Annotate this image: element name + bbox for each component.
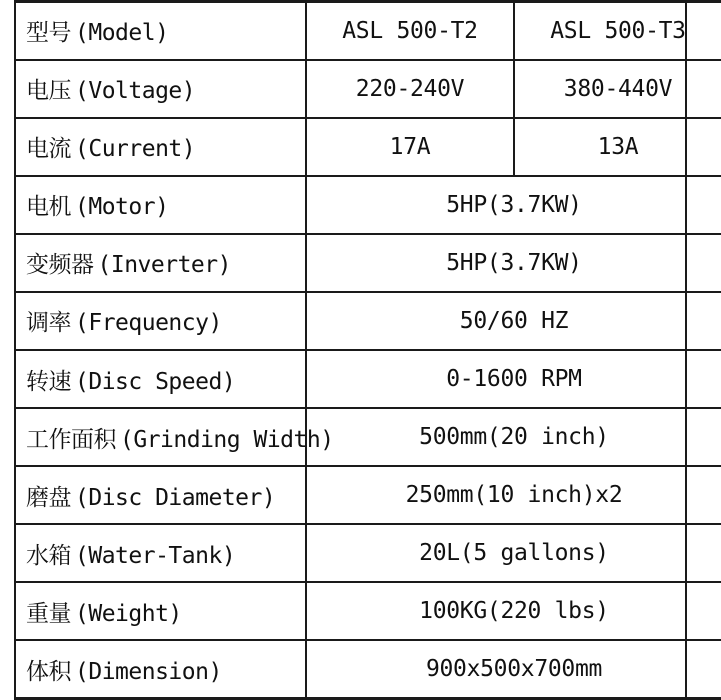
value-cell: 5HP(3.7KW) [306,176,721,234]
label-zh: 磨盘 [26,484,71,511]
table-row-frequency [16,292,721,350]
table-row-grinding-width [16,408,721,466]
table-row-water-tank [16,524,721,582]
label-zh: 电流 [26,136,71,163]
value-cell: 500mm(20 inch) [306,408,721,466]
row-label [16,466,306,524]
label-zh: 调率 [26,310,71,337]
table-row-voltage [16,60,721,118]
label-zh: 变频器 [26,252,94,279]
label-en: (Grinding Width) [120,426,334,453]
row-label [16,524,306,582]
row-label [16,292,306,350]
spec-sheet [14,0,687,700]
table-row-weight [16,582,721,640]
label-zh: 电机 [26,194,71,221]
value-cell-t2: ASL 500-T2 [306,2,514,60]
label-en: (Disc Speed) [75,368,236,395]
value-cell: 20L(5 gallons) [306,524,721,582]
table-row-current [16,118,721,176]
label-en: (Water-Tank) [75,542,236,569]
row-label [16,234,306,292]
table-row-dimension [16,640,721,698]
label-en: (Current) [75,136,196,163]
row-label [16,408,334,466]
value-cell-t3: 13A [514,118,721,176]
label-zh: 重量 [26,600,71,627]
label-en: (Motor) [75,194,169,221]
value-cell-t2: 220-240V [306,60,514,118]
label-en: (Frequency) [75,310,222,337]
label-en: (Disc Diameter) [75,484,276,511]
table-row-disc-diameter [16,466,721,524]
label-zh: 工作面积 [26,426,116,453]
label-en: (Weight) [75,600,182,627]
row-label [16,118,306,176]
row-label [16,350,306,408]
label-zh: 转速 [26,368,71,395]
label-zh: 型号 [26,20,71,47]
label-zh: 电压 [26,78,71,105]
table-row-inverter [16,234,721,292]
table-row-model [16,2,721,60]
label-zh: 水箱 [26,542,71,569]
value-cell-t3: ASL 500-T3 [514,2,721,60]
table-row-motor [16,176,721,234]
label-en: (Inverter) [97,252,231,279]
value-cell: 5HP(3.7KW) [306,234,721,292]
row-label [16,60,306,118]
value-cell: 900x500x700mm [306,640,721,698]
value-cell: 250mm(10 inch)x2 [306,466,721,524]
value-cell-t2: 17A [306,118,514,176]
value-cell: 0-1600 RPM [306,350,721,408]
row-label [16,582,306,640]
label-en: (Model) [75,20,169,47]
row-label [16,640,306,698]
label-en: (Dimension) [75,658,222,685]
spec-table [16,0,721,700]
value-cell-t3: 380-440V [514,60,721,118]
value-cell: 100KG(220 lbs) [306,582,721,640]
row-label [16,2,306,60]
label-zh: 体积 [26,658,71,685]
label-en: (Voltage) [75,78,196,105]
table-row-disc-speed [16,350,721,408]
value-cell: 50/60 HZ [306,292,721,350]
row-label [16,176,306,234]
